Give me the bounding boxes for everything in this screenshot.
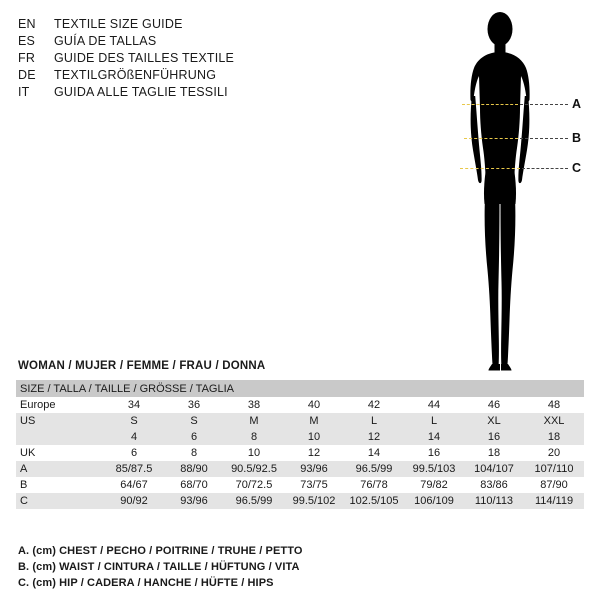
cell: 102.5/105 [344, 493, 404, 509]
language-code: EN [18, 17, 36, 31]
cell: 99.5/102 [284, 493, 344, 509]
cell: L [344, 413, 404, 429]
language-title: TEXTILE SIZE GUIDE [54, 17, 183, 31]
cell: 104/107 [464, 461, 524, 477]
cell: 8 [164, 445, 224, 461]
row-label [16, 429, 104, 445]
cell: 90.5/92.5 [224, 461, 284, 477]
cell: 18 [464, 445, 524, 461]
table-row [16, 429, 584, 445]
cell: 6 [164, 429, 224, 445]
legend-item-a: A. (cm) CHEST / PECHO / POITRINE / TRUHE / PETTO [18, 545, 303, 557]
language-title: GUÍA DE TALLAS [54, 34, 157, 48]
measure-label-b: B [572, 131, 582, 145]
cell: 40 [284, 397, 344, 413]
cell: XL [464, 413, 524, 429]
table-header-row [16, 380, 584, 397]
cell: 93/96 [284, 461, 344, 477]
cell: 99.5/103 [404, 461, 464, 477]
cell: 73/75 [284, 477, 344, 493]
cell: 16 [464, 429, 524, 445]
row-label: C [16, 493, 104, 509]
cell: L [404, 413, 464, 429]
language-title: TEXTILGRÖßENFÜHRUNG [54, 68, 217, 82]
cell: S [104, 413, 164, 429]
cell: 68/70 [164, 477, 224, 493]
measurement-legend [18, 543, 578, 591]
measure-line-b-leader [520, 138, 568, 139]
cell: 70/72.5 [224, 477, 284, 493]
cell: 16 [404, 445, 464, 461]
language-code: DE [18, 68, 36, 82]
cell: 93/96 [164, 493, 224, 509]
row-label: Europe [16, 397, 104, 413]
measure-line-a-yellow [462, 104, 518, 105]
cell: 10 [284, 429, 344, 445]
row-label: A [16, 461, 104, 477]
cell: M [224, 413, 284, 429]
cell: 48 [524, 397, 584, 413]
table-header-label: SIZE / TALLA / TAILLE / GRÖSSE / TAGLIA [16, 380, 584, 397]
language-list [18, 16, 318, 101]
cell: 44 [404, 397, 464, 413]
cell: 14 [344, 445, 404, 461]
table-row [16, 461, 584, 477]
cell: M [284, 413, 344, 429]
measure-line-c-leader [522, 168, 568, 169]
cell: 106/109 [404, 493, 464, 509]
language-row [18, 67, 318, 84]
table-row [16, 477, 584, 493]
cell: 38 [224, 397, 284, 413]
cell: 36 [164, 397, 224, 413]
language-code: IT [18, 85, 30, 99]
legend-item-c: C. (cm) HIP / CADERA / HANCHE / HÜFTE / HIPS [18, 577, 274, 589]
cell: 85/87.5 [104, 461, 164, 477]
cell: 14 [404, 429, 464, 445]
language-title: GUIDA ALLE TAGLIE TESSILI [54, 85, 228, 99]
cell: 12 [284, 445, 344, 461]
table-row [16, 445, 584, 461]
cell: 76/78 [344, 477, 404, 493]
row-label: B [16, 477, 104, 493]
measure-line-b-yellow [464, 138, 518, 139]
cell: 64/67 [104, 477, 164, 493]
cell: 90/92 [104, 493, 164, 509]
cell: 83/86 [464, 477, 524, 493]
language-row [18, 84, 318, 101]
cell: 114/119 [524, 493, 584, 509]
cell: 110/113 [464, 493, 524, 509]
figure-diagram [420, 8, 595, 373]
measure-label-c: C [572, 161, 582, 175]
language-code: FR [18, 51, 36, 65]
cell: 79/82 [404, 477, 464, 493]
cell: 46 [464, 397, 524, 413]
cell: 12 [344, 429, 404, 445]
language-row [18, 16, 318, 33]
cell: 87/90 [524, 477, 584, 493]
measure-label-a: A [572, 97, 582, 111]
cell: 10 [224, 445, 284, 461]
cell: 18 [524, 429, 584, 445]
legend-item-b: B. (cm) WAIST / CINTURA / TAILLE / HÜFTUNG / VITA [18, 561, 300, 573]
size-table-wrapper [16, 380, 584, 509]
row-label: US [16, 413, 104, 429]
language-title: GUIDE DES TAILLES TEXTILE [54, 51, 235, 65]
language-row [18, 33, 318, 50]
cell: 6 [104, 445, 164, 461]
language-row [18, 50, 318, 67]
cell: XXL [524, 413, 584, 429]
cell: S [164, 413, 224, 429]
measure-line-c-yellow [460, 168, 520, 169]
cell: 20 [524, 445, 584, 461]
cell: 34 [104, 397, 164, 413]
size-table [16, 380, 584, 509]
cell: 4 [104, 429, 164, 445]
table-row [16, 397, 584, 413]
measure-line-a-leader [520, 104, 568, 105]
cell: 107/110 [524, 461, 584, 477]
cell: 96.5/99 [224, 493, 284, 509]
cell: 88/90 [164, 461, 224, 477]
table-row [16, 493, 584, 509]
cell: 42 [344, 397, 404, 413]
language-code: ES [18, 34, 36, 48]
section-title: WOMAN / MUJER / FEMME / FRAU / DONNA [18, 360, 266, 372]
woman-silhouette-icon [440, 8, 560, 373]
row-label: UK [16, 445, 104, 461]
table-row [16, 413, 584, 429]
cell: 96.5/99 [344, 461, 404, 477]
cell: 8 [224, 429, 284, 445]
